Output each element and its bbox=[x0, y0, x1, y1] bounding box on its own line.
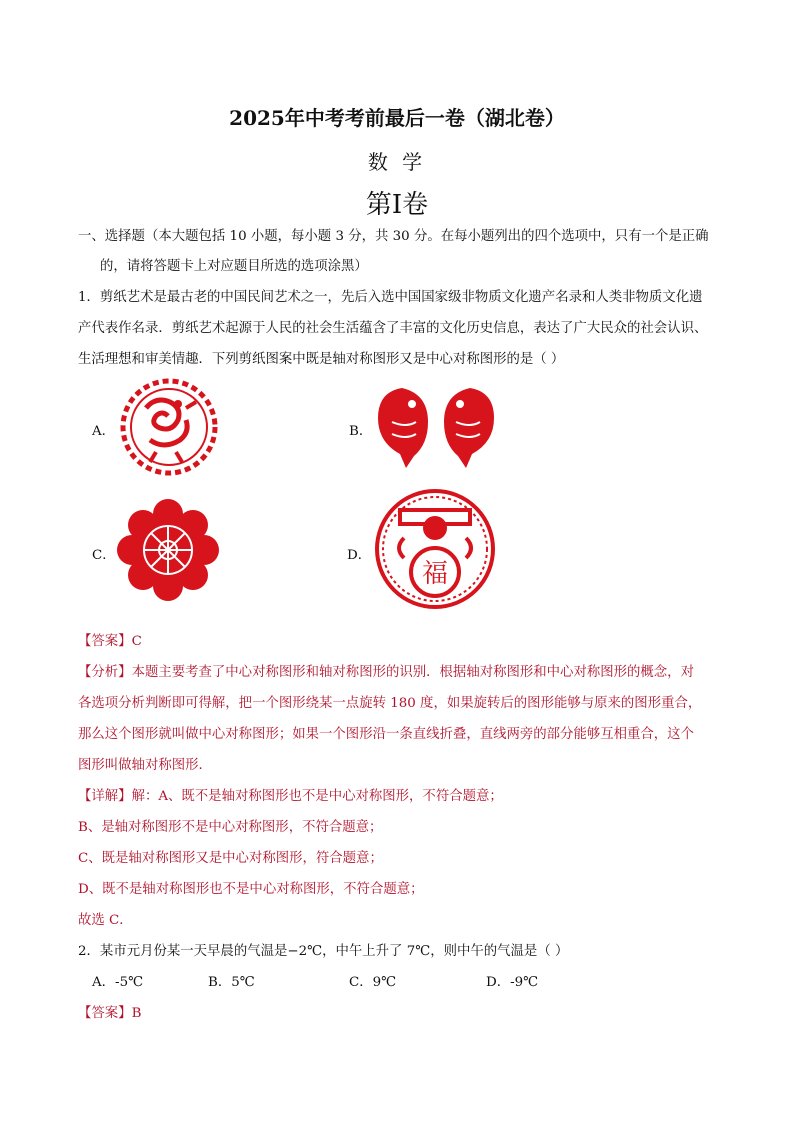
q2-option-d: D．-9℃ bbox=[486, 975, 539, 990]
dragon-papercut-image bbox=[116, 378, 222, 476]
q2-option-b: B．5℃ bbox=[208, 975, 255, 990]
fu-character: 福 bbox=[421, 559, 449, 589]
section-instruction-line2: 的，请将答题卡上对应题目所选的选项涂黑） bbox=[100, 259, 368, 274]
q1-stem-line3: 生活理想和审美情趣．下列剪纸图案中既是轴对称图形又是中心对称图形的是（ ） bbox=[78, 352, 565, 367]
q1-analysis-line1 bbox=[78, 664, 694, 682]
q1-stem-line1: 1．剪纸艺术是最古老的中国民间艺术之一，先后入选中国国家级非物质文化遗产名录和人类非物质文化遗 bbox=[78, 290, 703, 305]
q1-detail-line3: C、既是轴对称图形又是中心对称图形，符合题意； bbox=[78, 851, 383, 866]
fish-papercut-image bbox=[372, 382, 500, 470]
analysis-text-1: 本题主要考查了中心对称图形和轴对称图形的识别．根据轴对称图形和中心对称图形的概念，对 bbox=[131, 665, 694, 680]
page-title: 2025年中考考前最后一卷（湖北卷） bbox=[229, 106, 565, 130]
q2-answer-tag: 【答案】 bbox=[78, 1006, 132, 1021]
q1-stem-line2: 产代表作名录．剪纸艺术起源于人民的社会生活蕴含了丰富的文化历史信息，表达了广大民众的社会认识、 bbox=[78, 321, 708, 336]
q2-answer-value: B bbox=[131, 1006, 142, 1021]
q1-option-a-label: A． bbox=[92, 424, 116, 439]
q1-option-c-label: C． bbox=[92, 548, 116, 563]
q1-detail-line4: D、既不是轴对称图形也不是中心对称图形，不符合题意； bbox=[78, 882, 424, 897]
q2-stem: 2．某市元月份某一天早晨的气温是−2℃，中午上升了 7℃，则中午的气温是（ ） bbox=[78, 944, 569, 959]
q1-conclusion: 故选 C． bbox=[78, 913, 133, 928]
analysis-tag: 【分析】 bbox=[78, 665, 132, 680]
volume-heading: 第Ⅰ卷 bbox=[365, 190, 429, 220]
q1-answer bbox=[78, 633, 142, 651]
q1-detail-line2: B、是轴对称图形不是中心对称图形，不符合题意； bbox=[78, 820, 383, 835]
q1-analysis-line3: 那么这个图形就叫做中心对称图形；如果一个图形沿一条直线折叠，直线两旁的部分能够互相重合，这个 bbox=[78, 727, 694, 742]
detail-text-1: 解：A、既不是轴对称图形也不是中心对称图形，不符合题意； bbox=[131, 789, 503, 804]
detail-tag: 【详解】 bbox=[78, 789, 132, 804]
section-instruction-line1: 一、选择题（本大题包括 10 小题，每小题 3 分，共 30 分。在每小题列出的四个选项中，只有一个是正确 bbox=[78, 229, 709, 244]
q2-option-a: A．-5℃ bbox=[92, 975, 144, 990]
flower-papercut-image bbox=[114, 498, 222, 602]
q2-answer bbox=[78, 1005, 141, 1023]
q2-option-c: C．9℃ bbox=[349, 975, 397, 990]
fu-papercut-image bbox=[374, 488, 496, 610]
answer-tag: 【答案】 bbox=[78, 634, 132, 649]
q1-option-d-label: D． bbox=[347, 548, 372, 563]
q1-analysis-line4: 图形叫做轴对称图形． bbox=[78, 758, 212, 773]
subject-heading: 数 学 bbox=[367, 150, 427, 174]
answer-value: C bbox=[131, 634, 142, 649]
q1-detail-line1 bbox=[78, 788, 503, 806]
q1-option-b-label: B． bbox=[349, 424, 373, 439]
q1-analysis-line2: 各选项分析判断即可得解，把一个图形绕某一点旋转 180 度，如果旋转后的图形能够与原来的图形重合， bbox=[78, 696, 702, 711]
